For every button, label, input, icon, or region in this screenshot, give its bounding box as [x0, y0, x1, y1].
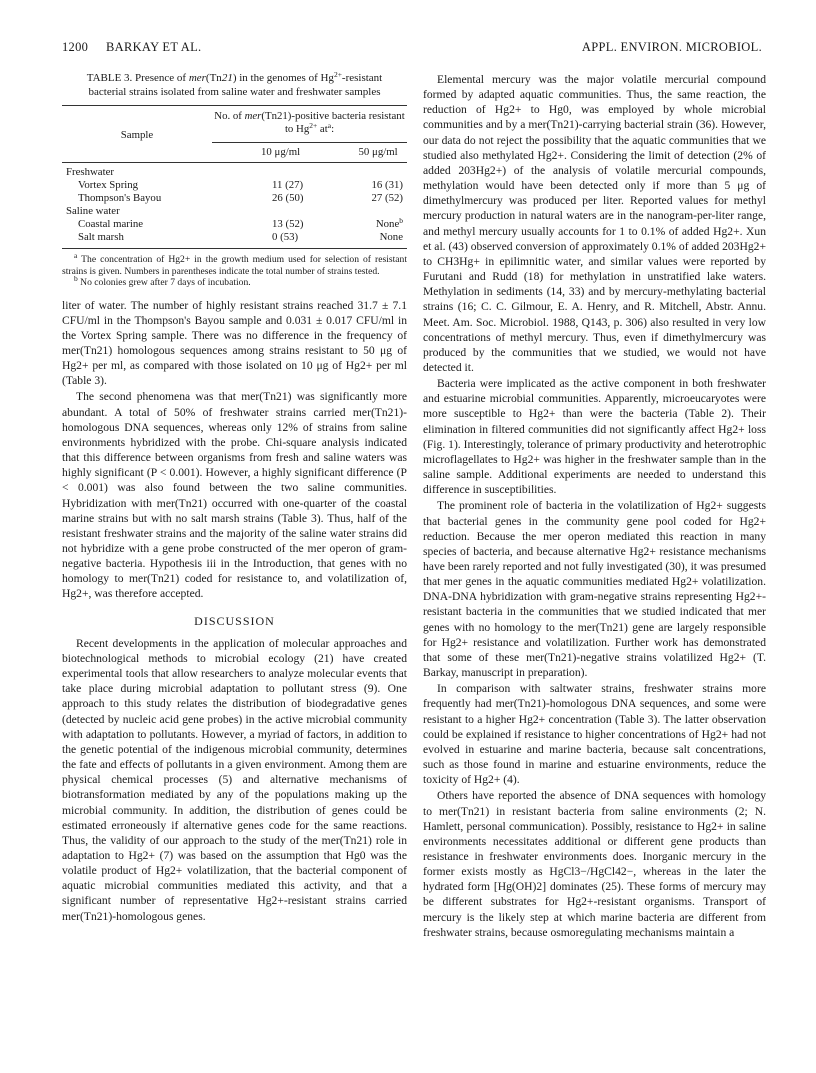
section-heading-discussion: DISCUSSION [194, 613, 275, 628]
table-group-row: Freshwater [66, 166, 114, 178]
column-header-sample: Sample [120, 129, 154, 141]
body-paragraph: Bacteria were implicated as the active component in both freshwater and estuarine microbial communities. Apparently, microeucaryotes were more susceptible to Hg2+ than were the bacteria (Table 2). Their elimination in filtered communities did not significantly affect Hg2+ loss (Fig. 1). Interestingly, tolerance of primary productivity and heterotrophic microflagellates to Hg2+ was higher in the freshwater sample than in the saline sample. Additional experiments are needed to understand this difference in susceptibilities. [423, 377, 766, 497]
column-header-10: 10 μg/ml [212, 139, 349, 163]
table-3 [62, 72, 407, 289]
table-footnote-b: $^b$ No colonies grew after 7 days of incubation. [74, 274, 251, 288]
table-row: Vortex Spring 11 (27) 16 (31) [78, 179, 403, 191]
body-paragraph: liter of water. The number of highly resistant strains reached 31.7 ± 7.1 CFU/ml in the Thompson's Bayou sample and 0.031 ± 0.017 CFU/ml in the Vortex Spring sample. There was no difference in the frequency of mer(Tn21) homologous sequences among strains resistant to 50 μg of Hg2+ per ml, as compared with those isolated on 10 μg of Hg2+ per ml (Table 3). [62, 298, 407, 388]
column-header-50: 50 μg/ml [349, 139, 407, 163]
table-group-row: Saline water [66, 205, 120, 217]
column-header-group: No. of mer(Tn21)-positive bacteria resistant to $Hg^{2+}$ $at^a$: [214, 110, 405, 135]
body-paragraph: The prominent role of bacteria in the volatilization of Hg2+ suggests that bacterial genes in the community gene pool coded for Hg2+ reduction. Because the mer operon mediated this reaction in many species of bacteria, and because alternative Hg2+ resistance mechanisms have been rarely reported and not fully investigated (30), it was presumed that mer genes in the aquatic communities mediated Hg2+ volatilization. DNA-DNA hybridization with gram-negative strains representing Hg2+-resistant bacteria in the communities that we studied indicated that mer genes with no homology to the mer(Tn21) gene are largely responsible for Hg2+ resistance and volatilization. Further work has demonstrated that some of these mer(Tn21)-negative strains volatilized Hg2+ (T. Barkay, manuscript in preparation). [423, 499, 766, 680]
table-footnote-a: $^a$ The concentration of Hg2+ in the growth medium used for selection of resistant strains is given. Numbers in parentheses indicate the total number of strains tested. [62, 251, 407, 277]
running-header [62, 40, 762, 60]
right-column [423, 72, 766, 940]
running-authors: BARKAY ET AL. [106, 40, 202, 54]
body-paragraph: Others have reported the absence of DNA sequences with homology to mer(Tn21) in resistant bacteria from saline environments (2; N. Hamlett, personal communication). Possibly, resistance to Hg2+ in saline environments necessitates additional or different gene products than resistance in freshwater environments does. Inorganic mercury in the former exists mostly as HgCl3−/HgCl42−, whereas in the later the hydrated form [Hg(OH)2] dominates (25). These forms of mercury may be different substrates for Hg2+-resistant organisms. Transport of mercury is the likely step at which marine bacteria are different from freshwater strains, because osmoregulating mechanisms maintain a [423, 789, 766, 939]
body-paragraph: Elemental mercury was the major volatile mercurial compound formed by adapted aquatic communities. Thus, the same reaction, the reduction of Hg2+ to Hg0, was employed by whole microbial communities and by a mer(Tn21)-carrying bacterial strain (36). However, our data do not reject the possibility that the aquatic communities that we studied also methylated Hg2+. Considering the limit of detection (2% of added 203Hg2+) of the analysis of volatile mercurial compounds, methylation would have been detected only if more than 5 μg of dimethylmercury was produced per liter. Reported values for methyl mercury production in natural waters are in the nanogram-per-liter range, and methyl mercury usually accounts for 1 to 0.1% of added Hg2+. Xun et al. (43) observed conversion of approximately 0.1% of added 203Hg2+ to CH3Hg+ in epilimnitic water, and similar values were reported by Furutani and Rudd (18) for methylation in unstratified lake waters. Methylation in sediments (14, 33) and by mercury-methylating bacterial strains (16; C. C. Gilmour, E. A. Henry, and R. Mitchell, Abstr. Annu. Meet. Am. Soc. Microbiol. 1988, Q143, p. 306) also resulted in very low concentrations of methyl mercury. Thus, even if dimethylmercury was produced by the communities that we studied, we would not have detected it. [423, 73, 766, 374]
body-paragraph: In comparison with saltwater strains, freshwater strains more frequently had mer(Tn21)-homologous DNA sequences, and some were resistant to a higher Hg2+ concentration (Table 3). The latter observation could be explained if resistance to higher concentrations of Hg2+ had not evolved in estuarine and marine bacteria, because salt concentrations, such as those found in marine and estuarine environments, reduce the toxicity of Hg2+ (4). [423, 682, 766, 787]
table-row: Thompson's Bayou 26 (50) 27 (52) [78, 192, 403, 204]
table-row: Salt marsh 0 (53) None [62, 231, 407, 249]
table-row: Coastal marine 13 (52) None$^b$ [78, 216, 403, 230]
body-paragraph: Recent developments in the application of molecular approaches and biotechnological methods to microbial ecology (21) have created experimental tools that allow researchers to analyze molecular events that take place during microbial adaptation to pollutant stress (9). One approach to this study relates the distribution of biodegradative genes (detected by nucleic acid gene probes) in the active microbial community with adaptation to pollutants. However, a myriad of factors, in addition to the genetic potential of the indigenous microbial community, determines the fate and effects of pollutants in a given environment. Among them are physical chemical processes (5) and alternative mechanisms of biotransformation mediated by any of the populations making up the microbial community. In addition, the distribution of genes could be estimated erroneously if alternative genes code for the same reactions. Thus, the validity of our approach to the study of the mer(Tn21) role in adaptation to Hg2+ (7) was based on the assumption that Hg0 was the volatile product of Hg2+ volatilization, that the bacterial component of aquatic microbial communities mediated this activity, and that a significant number of representative Hg2+-resistant strains carried mer(Tn21)-homologous genes. [62, 636, 407, 923]
page-number: 1200 [62, 40, 89, 54]
table-caption: TABLE 3. Presence of mer(Tn21) in the genomes of $Hg^{2+}$-resistant bacterial strains isolated from saline water and freshwater samples [86, 70, 383, 98]
body-paragraph: The second phenomena was that mer(Tn21) was significantly more abundant. A total of 50% of freshwater strains carried mer(Tn21)-homologous DNA sequences, whereas only 12% of strains from saline environments hybridized with the probe. Chi-square analysis indicated that this difference between organisms from fresh and saline waters was highly significant (P < 0.001). However, a highly significant difference (P < 0.001) was also found between the two saline communities. Hybridization with mer(Tn21) occurred with one-quarter of the coastal marine strains but with no salt marsh strains (Table 3). Thus, half of the resistant freshwater strains and the majority of the saline water strains did not hybridize with a gene probe constructed of the mer operon of gram-negative bacteria. Hypothesis iii in the Introduction, that genes with no homology to mer(Tn21) coded for resistance to, and volatilization of, Hg2+, was therefore accepted. [62, 390, 407, 601]
left-column [62, 72, 407, 924]
journal-name: APPL. ENVIRON. MICROBIOL. [581, 40, 762, 54]
table-3-grid [62, 105, 407, 249]
